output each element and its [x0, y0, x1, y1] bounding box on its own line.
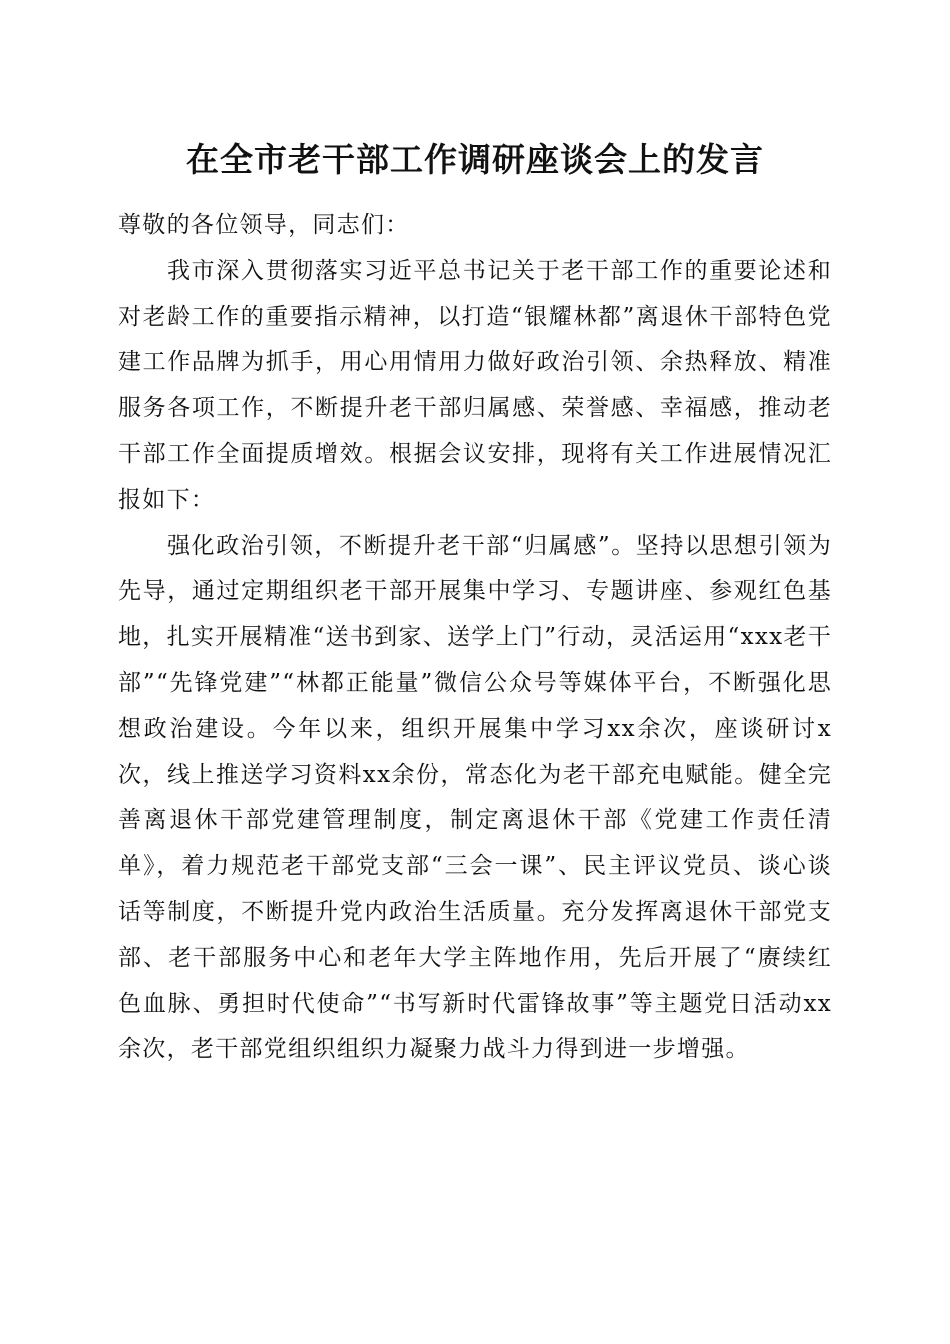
paragraph-political-guidance: 强化政治引领，不断提升老干部“归属感”。坚持以思想引领为先导，通过定期组织老干部开展集中学习、专题讲座、参观红色基地，扎实开展精准“送书到家、送学上门”行动，灵活运用“xxx老干部”“先锋党建”“林都正能量”微信公众号等媒体平台，不断强化思想政治建设。今年以来，组织开展集中学习xx余次，座谈研讨x次，线上推送学习资料xx余份，常态化为老干部充电赋能。健全完善离退休干部党建管理制度，制定离退休干部《党建工作责任清单》，着力规范老干部党支部“三会一课”、民主评议党员、谈心谈话等制度，不断提升党内政治生活质量。充分发挥离退休干部党支部、老干部服务中心和老年大学主阵地作用，先后开展了“赓续红色血脉、勇担时代使命”“书写新时代雷锋故事”等主题党日活动xx余次，老干部党组织组织力凝聚力战斗力得到进一步增强。 [118, 532, 832, 1063]
document-title: 在全市老干部工作调研座谈会上的发言 [186, 140, 764, 179]
document-body [118, 203, 832, 1073]
salutation: 尊敬的各位领导，同志们： [118, 212, 410, 238]
paragraph-intro: 我市深入贯彻落实习近平总书记关于老干部工作的重要论述和对老龄工作的重要指示精神，以打造“银耀林都”离退休干部特色党建工作品牌为抓手，用心用情用力做好政治引领、余热释放、精准服务各项工作，不断提升老干部归属感、荣誉感、幸福感，推动老干部工作全面提质增效。根据会议安排，现将有关工作进展情况汇报如下： [118, 257, 832, 513]
document-page [118, 0, 832, 1344]
